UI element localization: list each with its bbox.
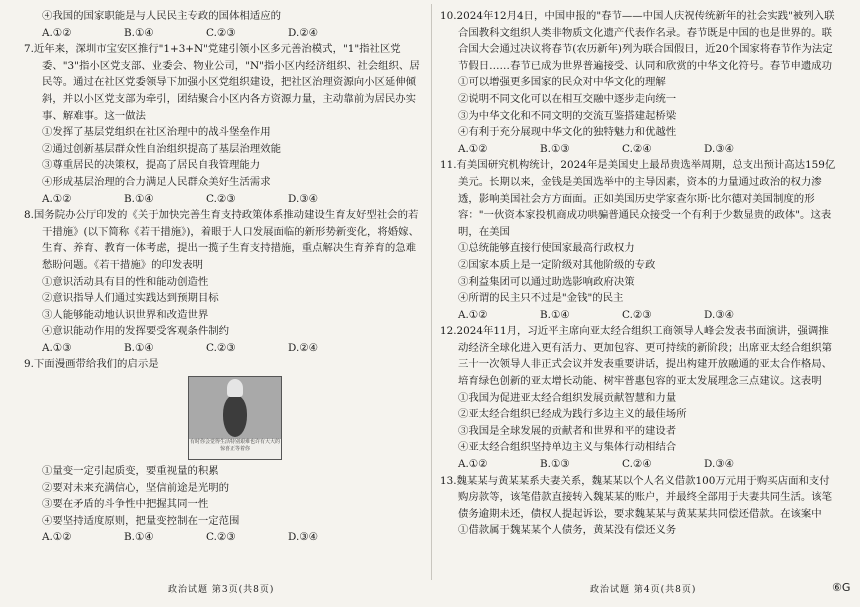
q7-answers — [24, 191, 422, 208]
q8-option-1: ①意识活动具有目的性和能动创造性 — [42, 275, 209, 288]
footer-page-4: 政治试题 第4页(共8页) — [590, 585, 697, 595]
q7-option-3: ③尊重居民的决策权，提高了居民自我管理能力 — [42, 159, 261, 172]
q12-answers — [440, 456, 838, 473]
q10-answers — [440, 141, 838, 158]
q9-option-4: ④要坚持适度原则，把量变控制在一定范围 — [42, 514, 240, 527]
q10-choice-c: C.②④ — [622, 142, 652, 155]
q8-choice-b: B.①④ — [124, 341, 154, 354]
q7-option-1: ①发挥了基层党组织在社区治理中的战斗堡垒作用 — [42, 126, 271, 139]
q8-option-2: ②意识指导人们通过实践达到预期目标 — [42, 292, 219, 305]
q12-option-1: ①我国为促进亚太经合组织发展贡献智慧和力量 — [458, 391, 677, 404]
q13-stem: 13.魏某某与黄某某系夫妻关系，魏某某以个人名义借款100万元用于购买店面和支付购房款等，该笔借款直接转入魏某某的账户，并最终全部用于夫妻共同生活。该笔债务逾期未还，债权人提起诉讼，要求魏某某与黄某某共同偿还借款。在该案中 — [440, 474, 833, 520]
comic-image — [188, 376, 282, 460]
q9-answers — [24, 529, 422, 546]
q11-option-2: ②国家本质上是一定阶级对其他阶级的专政 — [458, 258, 656, 271]
q12-option-2: ②亚太经合组织已经成为践行多边主义的最佳场所 — [458, 408, 687, 421]
q8-stem: 8.国务院办公厅印发的《关于加快完善生育支持政策体系推动建设生育友好型社会的若干措施》(以下简称《若干措施》)，着眼于人口发展面临的新形势新变化，将婚嫁、生育、养育、教育一体考虑，提出一揽子生育支持措施，重点解决生育养育的急难愁盼问题。《若干措施》的印发表明 — [24, 209, 419, 271]
q12-choice-c: C.②④ — [622, 458, 652, 471]
q11-option-4: ④所谓的民主只不过是"金钱"的民主 — [458, 292, 624, 305]
comic-bomb-shape — [223, 395, 247, 437]
q11-answers — [440, 307, 838, 324]
q12-choice-d: D.③④ — [704, 458, 734, 471]
corner-mark: ⑥G — [832, 581, 851, 594]
q10-option-4: ④有利于充分展现中华文化的独特魅力和优越性 — [458, 126, 677, 139]
q12-choice-a: A.①② — [458, 458, 488, 471]
q9-option-1: ①量变一定引起质变，要重视量的积累 — [42, 465, 219, 478]
q10-choice-d: D.③④ — [704, 142, 734, 155]
right-column — [440, 8, 838, 539]
q11-choice-a: A.①② — [458, 308, 488, 321]
q6-choice-b: B.①④ — [124, 26, 154, 39]
q9-option-2: ②要对未来充满信心，坚信前途是光明的 — [42, 481, 230, 494]
q9-stem: 9.下面漫画带给我们的启示是 — [24, 358, 159, 371]
q7-stem: 7.近年来，深圳市宝安区推行"1+3+N"党建引领小区多元善治模式，"1"指社区党委、"3"指小区党支部、业委会、物业公司，"N"指小区内经济组织、社会组织、居民等。通过在社区党委领导下加强小区党组织建设，把社区治理资源向小区延伸倾斜，并以小区党支部为牵引，团结聚合小区内各方资源力量，主动靠前为居民办实事、解难事。这一做法 — [24, 43, 420, 122]
q9-choice-a: A.①② — [42, 531, 72, 544]
q6-choice-d: D.②④ — [288, 26, 318, 39]
q10-choice-b: B.①③ — [540, 142, 570, 155]
q8-choice-a: A.①③ — [42, 341, 72, 354]
q8-option-4: ④意识能动作用的发挥要受客观条件制约 — [42, 325, 230, 338]
left-column — [24, 8, 422, 546]
q7-choice-a: A.①② — [42, 192, 72, 205]
q10-option-3: ③为中华文化和不同文明的交流互鉴搭建起桥梁 — [458, 109, 677, 122]
q10-option-2: ②说明不同文化可以在相互交融中逐步走向统一 — [458, 92, 677, 105]
q10-stem: 10.2024年12月4日，中国申报的"春节——中国人庆祝传统新年的社会实践"被列入联合国教科文组织人类非物质文化遗产代表作名录。春节既是中国的也是世界的。联合国大会通过决议将春节(农历新年)列为联合国假日，近20个国家将春节作为法定节假日……春节已成为世界普遍接受、认同和欣赏的中华文化符号。春节申遗成功 — [440, 10, 835, 72]
q8-choice-c: C.②③ — [206, 341, 236, 354]
q13-option-1: ①借款属于魏某某个人债务，黄某没有偿还义务 — [458, 524, 677, 537]
q11-choice-b: B.①④ — [540, 308, 570, 321]
q11-option-3: ③利益集团可以通过助选影响政府决策 — [458, 275, 635, 288]
q12-stem: 12.2024年11月，习近平主席向亚太经合组织工商领导人峰会发表书面演讲，强调推动经济全球化进入更有活力、更加包容、更可持续的新阶段；出席亚太经合组织第三十一次领导人非正式会议并发表重要讲话，提出构建开放融通的亚太合作格局、培育绿色创新的亚太增长动能、树牢普惠包容的亚太发展理念三点建议。这表明 — [440, 325, 833, 388]
q11-stem: 11.有美国研究机构统计，2024年是美国史上最昂贵选举周期，总支出预计高达159亿美元。长期以来，金钱是美国选举中的主导因素，资本的力量通过政治的权力渗透，影响美国社会方方面面。正如美国历史学家查尔斯·比尔德对美国制度的形容："一伙资本家投机商成功哄骗普通民众接受一个有利于少数显贵的政体"。这表明，在美国 — [440, 159, 836, 238]
q6-choice-a: A.①② — [42, 26, 72, 39]
q12-option-3: ③我国是全球发展的贡献者和世界和平的建设者 — [458, 424, 677, 437]
comic-caption: 有时你会觉得生活特别艰难也许有大大的惊喜正等着你 — [189, 439, 281, 459]
column-divider — [431, 4, 432, 580]
q9-choice-b: B.①④ — [124, 531, 154, 544]
q6-option-4: ④我国的国家职能是与人民民主专政的国体相适应的 — [42, 10, 281, 22]
q12-choice-b: B.①③ — [540, 458, 570, 471]
q11-choice-d: D.③④ — [704, 308, 734, 321]
q10-choice-a: A.①② — [458, 142, 488, 155]
q7-choice-b: B.①④ — [124, 192, 154, 205]
q7-choice-d: D.③④ — [288, 192, 318, 205]
q9-choice-d: D.③④ — [288, 531, 318, 544]
comic-figure — [227, 379, 243, 397]
q8-option-3: ③人能够能动地认识世界和改造世界 — [42, 308, 209, 321]
q9-choice-c: C.②③ — [206, 531, 236, 544]
q7-option-4: ④形成基层治理的合力满足人民群众美好生活需求 — [42, 175, 271, 188]
q8-answers — [24, 340, 422, 357]
footer-page-3: 政治试题 第3页(共8页) — [168, 585, 275, 595]
q11-option-1: ①总统能够直接行使国家最高行政权力 — [458, 242, 635, 255]
q8-choice-d: D.②④ — [288, 341, 318, 354]
q7-option-2: ②通过创新基层群众性自治组织提高了基层治理效能 — [42, 142, 281, 155]
q6-choice-c: C.②③ — [206, 26, 236, 39]
q10-option-1: ①可以增强更多国家的民众对中华文化的理解 — [458, 76, 666, 89]
q6-answers — [24, 25, 422, 42]
q9-option-3: ③要在矛盾的斗争性中把握其同一性 — [42, 498, 209, 511]
q11-choice-c: C.②③ — [622, 308, 652, 321]
q12-option-4: ④亚太经合组织坚持单边主义与集体行动相结合 — [458, 441, 677, 454]
q7-choice-c: C.②③ — [206, 192, 236, 205]
